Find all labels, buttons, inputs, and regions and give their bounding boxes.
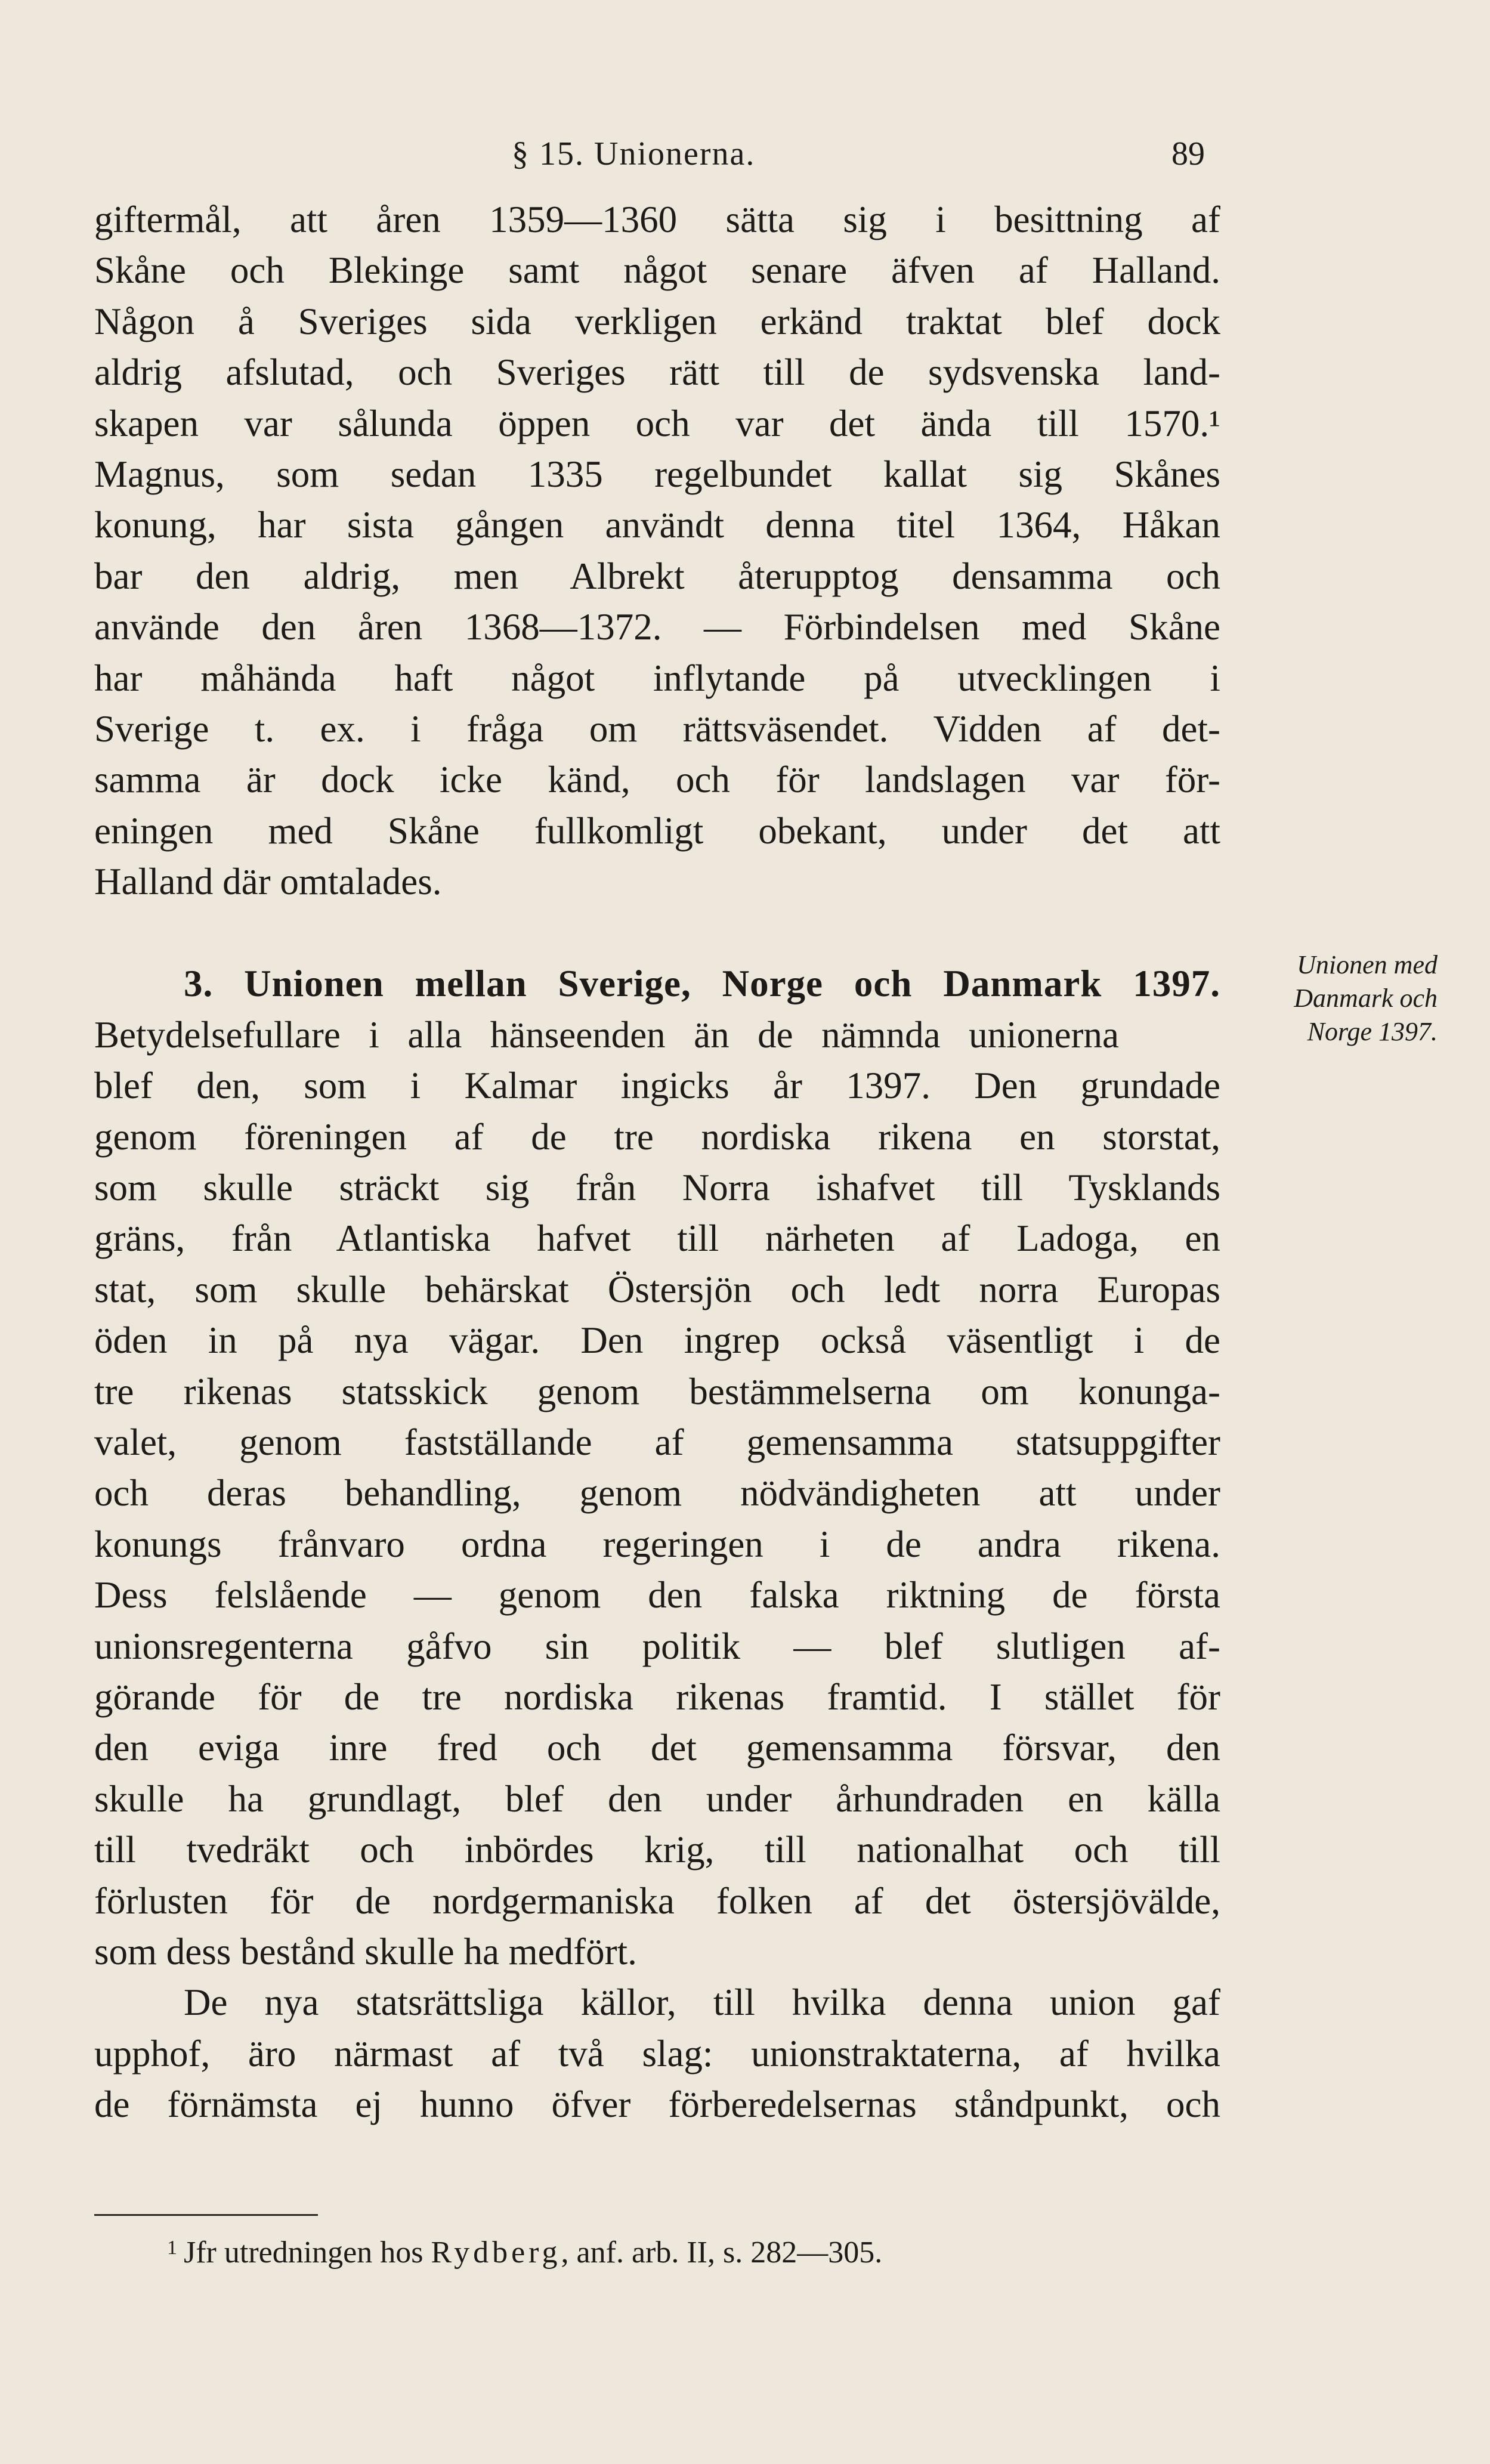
text-line: den eviga inre fred och det gemensamma försvar, den (94, 1727, 1220, 1769)
text-line: Någon å Sveriges sida verkligen erkänd traktat blef dock (94, 300, 1220, 342)
text-line: Magnus, som sedan 1335 regelbundet kallat sig Skånes (94, 453, 1220, 495)
page-number: 89 (1171, 135, 1205, 172)
text-line: Halland där omtalades. (94, 861, 442, 903)
text-line: görande för de tre nordiska rikenas framtid. I stället för (94, 1675, 1220, 1718)
text-line: skulle ha grundlagt, blef den under århundraden en källa (94, 1777, 1220, 1820)
text-line: tre rikenas statsskick genom bestämmelserna om konunga- (94, 1370, 1220, 1412)
margin-note (1241, 948, 1438, 1049)
text-line: valet, genom fastställande af gemensamma statsuppgifter (94, 1421, 1220, 1463)
text-line: har måhända haft något inflytande på utvecklingen i (94, 657, 1220, 699)
text-line: de förnämsta ej hunno öfver förberedelsernas ståndpunkt, och (94, 2083, 1220, 2126)
paragraph-gap (94, 907, 1220, 959)
footnote-mark: 1 (167, 2237, 177, 2259)
subsection-heading: 3. Unionen mellan Sverige, Norge och Danmark 1397. (184, 963, 1220, 1005)
text-line: eningen med Skåne fullkomligt obekant, under det att (94, 809, 1220, 852)
body-text (94, 194, 1220, 2130)
text-line: som dess bestånd skulle ha medfört. (94, 1930, 637, 1973)
text-line: giftermål, att åren 1359—1360 sätta sig i besittning af (94, 199, 1220, 240)
text-line: Sverige t. ex. i fråga om rättsväsendet. Vidden af det- (94, 707, 1220, 750)
text-line: använde den åren 1368—1372. — Förbindelsen med Skåne (94, 606, 1220, 648)
running-head (94, 130, 1220, 178)
margin-note-line: Unionen med (1297, 950, 1438, 979)
text-line: gräns, från Atlantiska hafvet till närheten af Ladoga, en (94, 1217, 1220, 1260)
footnote-author: Rydberg (431, 2236, 561, 2270)
text-line: öden in på nya vägar. Den ingrep också väsentligt i de (94, 1319, 1220, 1362)
text-line: Skåne och Blekinge samt något senare äfven af Halland. (94, 249, 1220, 292)
text-line: till tvedräkt och inbördes krig, till nationalhat och till (94, 1829, 1220, 1871)
text-line: och deras behandling, genom nödvändigheten att under (94, 1472, 1220, 1514)
footnote-text: Jfr utredningen hos (184, 2236, 431, 2270)
margin-note-line: Norge 1397. (1307, 1017, 1438, 1046)
text-line: konungs frånvaro ordna regeringen i de andra rikena. (94, 1523, 1220, 1565)
section-title: § 15. Unionerna. (512, 135, 756, 172)
text-line: konung, har sista gången användt denna titel 1364, Håkan (94, 504, 1220, 546)
text-line: genom föreningen af de tre nordiska rikena en storstat, (94, 1115, 1220, 1158)
text-line: samma är dock icke känd, och för landslagen var för- (94, 759, 1220, 801)
text-line: De nya statsrättsliga källor, till hvilka denna union gaf (184, 1981, 1220, 2024)
footnote (167, 2232, 883, 2274)
text-line: förlusten för de nordgermaniska folken af det östersjövälde, (94, 1879, 1220, 1922)
text-line: blef den, som i Kalmar ingicks år 1397. Den grundade (94, 1065, 1220, 1107)
text-line: stat, som skulle behärskat Östersjön och ledt norra Europas (94, 1268, 1220, 1310)
text-line: Dess felslående — genom den falska riktning de första (94, 1574, 1220, 1616)
text-line: bar den aldrig, men Albrekt återupptog densamma och (94, 555, 1220, 597)
text-line: aldrig afslutad, och Sveriges rätt till de sydsvenska land- (94, 351, 1220, 394)
text-line: som skulle sträckt sig från Norra ishafvet till Tysklands (94, 1167, 1220, 1209)
margin-note-line: Danmark och (1294, 984, 1438, 1013)
footnote-divider (94, 2214, 318, 2216)
text-line: upphof, äro närmast af två slag: unionstraktaterna, af hvilka (94, 2032, 1220, 2075)
text-line: unionsregenterna gåfvo sin politik — blef slutligen af- (94, 1625, 1220, 1667)
text-line: Betydelsefullare i alla hänseenden än de nämnda unionerna (94, 1013, 1119, 1056)
text-line: skapen var sålunda öppen och var det ända till 1570.¹ (94, 402, 1220, 444)
footnote-text: , anf. arb. II, s. 282—305. (561, 2236, 883, 2270)
